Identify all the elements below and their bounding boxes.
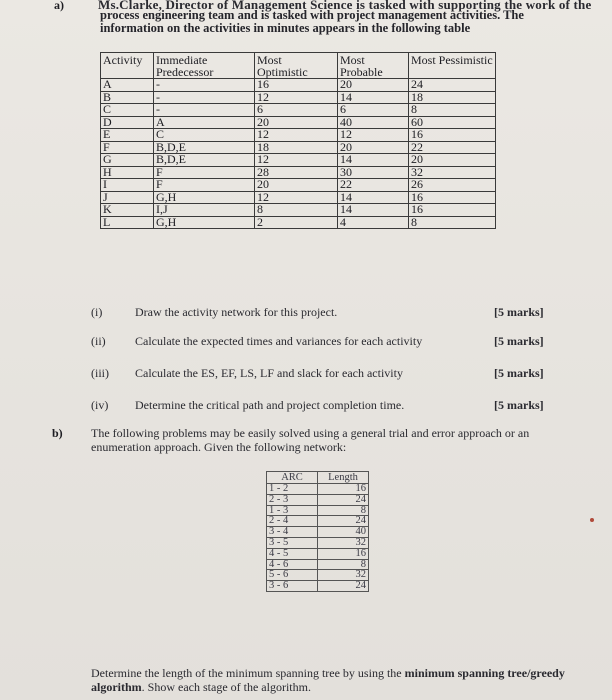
final-bold: minimum spanning tree/greedy algorithm [91,666,565,694]
activity-table-header [101,53,496,79]
probable-cell: 14 [338,91,409,104]
arc-cell: 2 - 3 [267,494,318,505]
question-text: Determine the critical path and project completion time. [135,398,405,412]
activity-cell: K [101,204,154,217]
length-cell: 8 [318,505,369,516]
probable-cell: 20 [338,141,409,154]
probable-cell: 12 [338,129,409,142]
pessimistic-cell: 8 [409,216,496,229]
probable-cell: 22 [338,179,409,192]
predecessor-cell: A [154,116,255,129]
pessimistic-cell: 24 [409,79,496,92]
header-length: Length [318,472,369,484]
predecessor-cell: B,D,E [154,154,255,167]
part-b-text: The following problems may be easily solved using a general trial and error approach or an enumeration approach. Given the following network: [91,426,530,454]
probable-cell: 4 [338,216,409,229]
length-cell: 32 [318,537,369,548]
optimistic-cell: 20 [255,116,338,129]
header-predecessor: Immediate Predecessor [154,53,255,79]
activity-cell: J [101,191,154,204]
probable-cell: 6 [338,104,409,117]
probable-cell: 14 [338,204,409,217]
length-cell: 16 [318,548,369,559]
header-probable: Most Probable [338,53,409,79]
activity-table [100,52,496,229]
pessimistic-cell: 26 [409,179,496,192]
arc-cell: 1 - 2 [267,484,318,495]
question-marks: [5 marks] [494,398,544,412]
pessimistic-cell: 16 [409,129,496,142]
optimistic-cell: 28 [255,166,338,179]
table-row [101,216,496,229]
final-prefix: Determine the length of the minimum spanning tree by using the [91,666,402,680]
optimistic-cell: 8 [255,204,338,217]
header-pessimistic: Most Pessimistic [409,53,496,79]
header-arc: ARC [267,472,318,484]
activity-cell: I [101,179,154,192]
probable-cell: 14 [338,191,409,204]
intro-text: process engineering team and is tasked with project management activities. The information on the activities in minutes appears in the following table [100,8,524,35]
length-cell: 24 [318,581,369,592]
optimistic-cell: 12 [255,91,338,104]
question-text: Calculate the ES, EF, LS, LF and slack for each activity [135,366,403,380]
optimistic-cell: 18 [255,141,338,154]
length-cell: 8 [318,559,369,570]
optimistic-cell: 20 [255,179,338,192]
question-marks: [5 marks] [494,366,544,380]
table-row [267,559,369,570]
question-number: (ii) [91,334,106,348]
activity-cell: H [101,166,154,179]
predecessor-cell: F [154,166,255,179]
arc-cell: 4 - 5 [267,548,318,559]
activity-cell: L [101,216,154,229]
question-number: (iii) [91,366,109,380]
activity-cell: G [101,154,154,167]
stray-mark [590,518,594,522]
optimistic-cell: 12 [255,129,338,142]
pessimistic-cell: 32 [409,166,496,179]
question-number: (i) [91,305,103,319]
pessimistic-cell: 20 [409,154,496,167]
table-row [267,527,369,538]
question-marks: [5 marks] [494,305,544,319]
predecessor-cell: G,H [154,191,255,204]
arc-cell: 4 - 6 [267,559,318,570]
optimistic-cell: 16 [255,79,338,92]
activity-cell: F [101,141,154,154]
optimistic-cell: 2 [255,216,338,229]
table-row [267,494,369,505]
probable-cell: 20 [338,79,409,92]
cut-header-text: Ms.Clarke, Director of Management Science is tasked with supporting the work of the [98,0,592,12]
predecessor-cell: C [154,129,255,142]
optimistic-cell: 12 [255,191,338,204]
arc-cell: 3 - 6 [267,581,318,592]
activity-cell: A [101,79,154,92]
arc-cell: 3 - 4 [267,527,318,538]
table-row [267,581,369,592]
question-label-a: a) [54,0,64,12]
header-activity: Activity [101,53,154,79]
probable-cell: 14 [338,154,409,167]
header-optimistic: Most Optimistic [255,53,338,79]
optimistic-cell: 6 [255,104,338,117]
optimistic-cell: 12 [255,154,338,167]
arc-cell: 2 - 4 [267,516,318,527]
question-text: Calculate the expected times and variances for each activity [135,334,423,348]
pessimistic-cell: 16 [409,191,496,204]
predecessor-cell: F [154,179,255,192]
activity-cell: E [101,129,154,142]
predecessor-cell: - [154,79,255,92]
table-row [267,516,369,527]
table-row [267,570,369,581]
pessimistic-cell: 16 [409,204,496,217]
pessimistic-cell: 60 [409,116,496,129]
predecessor-cell: I,J [154,204,255,217]
arc-table-header [267,472,369,484]
question-marks: [5 marks] [494,334,544,348]
predecessor-cell: B,D,E [154,141,255,154]
arc-cell: 5 - 6 [267,570,318,581]
table-row [267,548,369,559]
pessimistic-cell: 8 [409,104,496,117]
length-cell: 24 [318,516,369,527]
question-number: (iv) [91,398,109,412]
predecessor-cell: - [154,104,255,117]
probable-cell: 30 [338,166,409,179]
activity-cell: C [101,104,154,117]
predecessor-cell: G,H [154,216,255,229]
table-row [267,537,369,548]
length-cell: 32 [318,570,369,581]
question-label-b: b) [52,426,63,440]
table-row [267,505,369,516]
arc-table [266,471,369,592]
activity-cell: D [101,116,154,129]
length-cell: 24 [318,494,369,505]
length-cell: 16 [318,484,369,495]
pessimistic-cell: 18 [409,91,496,104]
final-instruction [91,666,591,694]
question-text: Draw the activity network for this project. [135,305,338,319]
table-row [267,484,369,495]
arc-cell: 1 - 3 [267,505,318,516]
arc-cell: 3 - 5 [267,537,318,548]
final-suffix: . Show each stage of the algorithm. [141,680,311,694]
probable-cell: 40 [338,116,409,129]
length-cell: 40 [318,527,369,538]
activity-cell: B [101,91,154,104]
pessimistic-cell: 22 [409,141,496,154]
predecessor-cell: - [154,91,255,104]
